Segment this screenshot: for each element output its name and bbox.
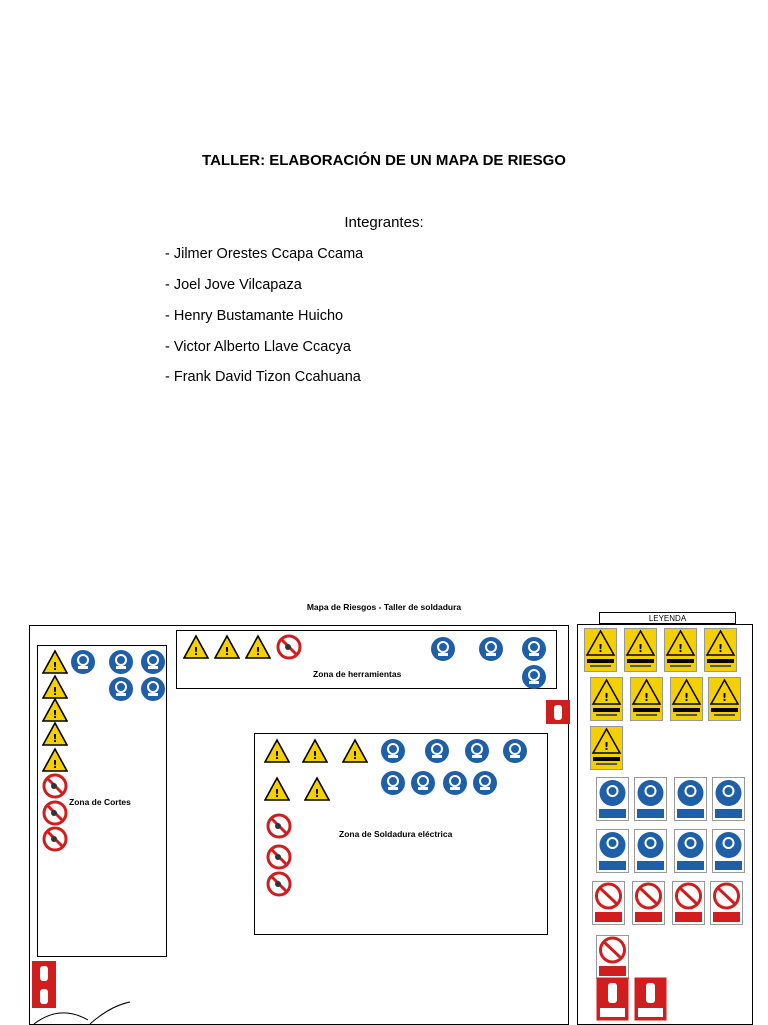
mandatory-sign-icon — [464, 738, 490, 764]
legend-fire-sign-icon — [634, 977, 667, 1021]
svg-text:!: ! — [274, 787, 280, 800]
warning-sign-icon — [42, 697, 68, 723]
zone-cortes-label: Zona de Cortes — [69, 797, 131, 807]
svg-text:!: ! — [683, 691, 690, 704]
svg-text:!: ! — [274, 749, 280, 762]
svg-text:!: ! — [603, 740, 610, 753]
legend-warning-sign-icon — [590, 677, 623, 721]
mandatory-sign-icon — [430, 636, 456, 662]
mandatory-sign-icon — [521, 636, 547, 662]
warning-sign-icon — [42, 721, 68, 747]
member-3: - Henry Bustamante Huicho — [165, 308, 344, 324]
warning-sign-icon — [304, 776, 330, 802]
mandatory-sign-icon — [442, 770, 468, 796]
legend-warning-sign-icon — [584, 628, 617, 672]
mandatory-sign-icon — [478, 636, 504, 662]
legend-warning-sign-icon — [670, 677, 703, 721]
svg-text:!: ! — [193, 645, 199, 658]
legend-prohibition-sign-icon — [592, 881, 625, 925]
member-5: - Frank David Tizon Ccahuana — [165, 369, 361, 385]
mandatory-sign-icon — [424, 738, 450, 764]
svg-text:!: ! — [52, 708, 58, 721]
prohibition-sign-icon — [42, 773, 68, 799]
warning-sign-icon — [264, 776, 290, 802]
mandatory-sign-icon — [380, 738, 406, 764]
fire-sign-icon — [31, 983, 57, 1009]
legend-warning-sign-icon — [708, 677, 741, 721]
legend-warning-sign-icon — [704, 628, 737, 672]
mandatory-sign-icon — [472, 770, 498, 796]
warning-sign-icon — [302, 738, 328, 764]
svg-text:!: ! — [52, 685, 58, 698]
legend-prohibition-sign-icon — [596, 935, 629, 979]
fire-sign-icon — [545, 699, 571, 725]
mandatory-sign-icon — [521, 664, 547, 690]
member-1: - Jilmer Orestes Ccapa Ccama — [165, 246, 364, 262]
svg-text:!: ! — [597, 642, 604, 655]
prohibition-sign-icon — [42, 826, 68, 852]
mandatory-sign-icon — [108, 649, 134, 675]
warning-sign-icon — [342, 738, 368, 764]
warning-sign-icon — [42, 649, 68, 675]
warning-sign-icon — [264, 738, 290, 764]
svg-text:!: ! — [637, 642, 644, 655]
svg-text:!: ! — [314, 787, 320, 800]
legend-mandatory-sign-icon — [634, 829, 667, 873]
document-title: TALLER: ELABORACIÓN DE UN MAPA DE RIESGO — [202, 152, 566, 169]
svg-text:!: ! — [52, 660, 58, 673]
legend-mandatory-sign-icon — [674, 777, 707, 821]
svg-text:!: ! — [52, 732, 58, 745]
prohibition-sign-icon — [276, 634, 302, 660]
legend-warning-sign-icon — [664, 628, 697, 672]
svg-text:!: ! — [721, 691, 728, 704]
warning-sign-icon — [42, 747, 68, 773]
mandatory-sign-icon — [140, 649, 166, 675]
prohibition-sign-icon — [266, 813, 292, 839]
legend-mandatory-sign-icon — [596, 777, 629, 821]
legend-fire-sign-icon — [596, 977, 629, 1021]
warning-sign-icon — [245, 634, 271, 660]
legend-mandatory-sign-icon — [712, 777, 745, 821]
mandatory-sign-icon — [380, 770, 406, 796]
svg-text:!: ! — [224, 645, 230, 658]
legend-prohibition-sign-icon — [710, 881, 743, 925]
legend-warning-sign-icon — [630, 677, 663, 721]
svg-text:!: ! — [52, 758, 58, 771]
mandatory-sign-icon — [502, 738, 528, 764]
svg-text:!: ! — [717, 642, 724, 655]
legend-mandatory-sign-icon — [596, 829, 629, 873]
svg-text:!: ! — [312, 749, 318, 762]
prohibition-sign-icon — [266, 844, 292, 870]
warning-sign-icon — [214, 634, 240, 660]
legend-title: LEYENDA — [599, 612, 736, 624]
member-4: - Victor Alberto Llave Ccacya — [165, 339, 351, 355]
svg-text:!: ! — [255, 645, 261, 658]
legend-mandatory-sign-icon — [634, 777, 667, 821]
prohibition-sign-icon — [42, 800, 68, 826]
integrantes-label: Integrantes: — [344, 214, 424, 231]
svg-text:!: ! — [677, 642, 684, 655]
map-title: Mapa de Riesgos - Taller de soldadura — [306, 602, 462, 612]
legend-prohibition-sign-icon — [672, 881, 705, 925]
zone-soldadura-label: Zona de Soldadura eléctrica — [339, 829, 453, 839]
svg-text:!: ! — [352, 749, 358, 762]
legend-warning-sign-icon — [590, 726, 623, 770]
mandatory-sign-icon — [140, 676, 166, 702]
legend-mandatory-sign-icon — [674, 829, 707, 873]
prohibition-sign-icon — [266, 871, 292, 897]
mandatory-sign-icon — [70, 649, 96, 675]
legend-prohibition-sign-icon — [632, 881, 665, 925]
mandatory-sign-icon — [410, 770, 436, 796]
zone-herramientas-label: Zona de herramientas — [313, 669, 402, 679]
legend-mandatory-sign-icon — [712, 829, 745, 873]
warning-sign-icon — [183, 634, 209, 660]
member-2: - Joel Jove Vilcapaza — [165, 277, 302, 293]
legend-warning-sign-icon — [624, 628, 657, 672]
svg-text:!: ! — [643, 691, 650, 704]
svg-text:!: ! — [603, 691, 610, 704]
mandatory-sign-icon — [108, 676, 134, 702]
